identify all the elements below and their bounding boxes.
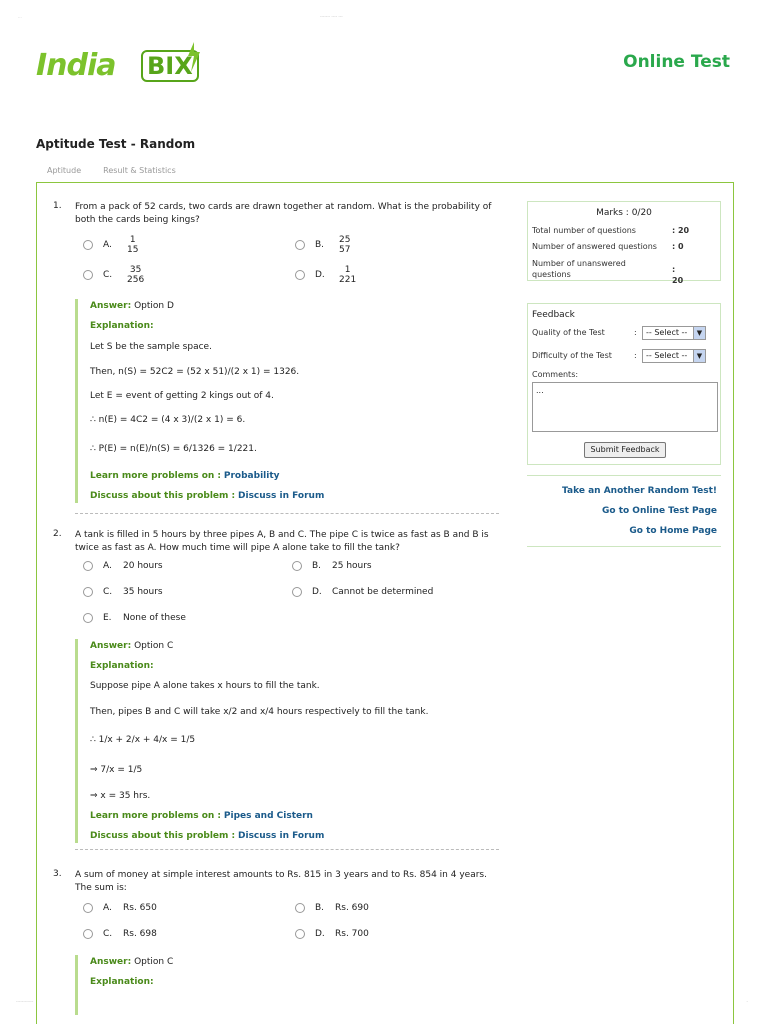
logo-india-text: India [36,48,116,83]
feedback-panel [527,303,721,465]
option-label: Rs. 698 [123,929,157,939]
side-links [527,475,721,547]
page-title: Aptitude Test - Random [36,137,196,151]
answer-label: Answer: [90,957,132,967]
quality-row: Quality of the Test : [532,328,637,337]
tab-aptitude[interactable]: Aptitude [47,166,82,175]
radio-button[interactable] [292,587,302,597]
option-c[interactable] [83,587,163,597]
learn-more-link[interactable]: Probability [223,471,280,481]
indiabix-logo[interactable] [36,42,206,86]
answer-value: Option D [134,301,174,311]
online-test-page-link[interactable]: Go to Online Test Page [601,506,717,516]
home-page-link[interactable]: Go to Home Page [629,526,717,536]
option-a[interactable] [83,903,157,913]
discuss-label: Discuss about this problem : [90,491,236,501]
chevron-down-icon: ▼ [693,327,705,339]
option-fraction: 25 57 [339,235,351,255]
lightning-icon [186,42,202,72]
radio-button[interactable] [83,270,93,280]
explanation-line: Suppose pipe A alone takes x hours to fill the tank. [90,681,320,691]
radio-button[interactable] [83,561,93,571]
option-label: 20 hours [123,561,163,571]
divider [75,513,499,514]
option-label: 25 hours [332,561,372,571]
feedback-title: Feedback [532,310,575,320]
explanation-line: ⇒ x = 35 hrs. [90,791,151,801]
tab-bar [47,166,176,175]
marks-panel [527,201,721,285]
option-letter: D. [312,587,322,597]
question-text: From a pack of 52 cards, two cards are drawn together at random. What is the probability of both the cards being kings? [75,202,492,225]
radio-button[interactable] [83,613,93,623]
answer-label: Answer: [90,301,132,311]
answer-label: Answer: [90,641,132,651]
answer-panel-3 [75,955,495,1015]
question-number: 1. [53,201,62,211]
comments-label: Comments: [532,370,579,379]
option-letter: D. [315,929,325,939]
explanation-line: ⇒ 7/x = 1/5 [90,765,143,775]
explanation-label: Explanation: [90,661,154,671]
radio-button[interactable] [83,587,93,597]
learn-more-link[interactable]: Pipes and Cistern [223,811,313,821]
explanation-line: Let E = event of getting 2 kings out of 4. [90,391,274,401]
option-label: Rs. 690 [335,903,369,913]
option-label: Rs. 700 [335,929,369,939]
option-c[interactable] [83,265,144,285]
option-a[interactable] [83,235,138,255]
option-d[interactable] [295,929,369,939]
option-letter: A. [103,903,112,913]
question-text: A sum of money at simple interest amounts to Rs. 815 in 3 years and to Rs. 854 in 4 years. The sum is: [75,870,487,893]
option-letter: C. [103,270,113,280]
marks-row: Total number of questions : 20 [532,226,690,235]
radio-button[interactable] [295,270,305,280]
random-test-link[interactable]: Take an Another Random Test! [562,486,717,496]
radio-button[interactable] [83,929,93,939]
comments-textarea[interactable]: ... [532,382,718,432]
explanation-line: Then, n(S) = 52C2 = (52 x 51)/(2 x 1) = 1326. [90,367,300,377]
radio-button[interactable] [295,240,305,250]
chevron-down-icon: ▼ [693,350,705,362]
quality-select[interactable]: -- Select -- ▼ [642,326,706,340]
answer-panel-2 [75,639,495,843]
option-letter: B. [315,903,325,913]
option-letter: C. [103,587,113,597]
top-mid-text: ------- ---- --- [320,14,343,19]
option-letter: C. [103,929,113,939]
option-d[interactable] [295,265,356,285]
radio-button[interactable] [83,240,93,250]
online-test-heading: Online Test [623,52,730,72]
tab-result-statistics[interactable]: Result & Statistics [103,166,176,175]
answer-value: Option C [134,957,174,967]
question-number: 2. [53,529,62,539]
learn-more-label: Learn more problems on : [90,811,222,821]
difficulty-row: Difficulty of the Test : [532,351,637,360]
discuss-link[interactable]: Discuss in Forum [238,491,325,501]
test-panel [36,182,734,1024]
option-b[interactable] [295,903,369,913]
logo-bix-text: BIX [141,50,199,82]
option-label: 35 hours [123,587,163,597]
option-letter: A. [103,561,112,571]
option-letter: A. [103,240,112,250]
option-fraction: 1 221 [339,265,357,285]
explanation-line: Then, pipes B and C will take x/2 and x/4 hours respectively to fill the tank. [90,707,429,717]
option-label: None of these [123,613,186,623]
explanation-label: Explanation: [90,977,154,987]
radio-button[interactable] [295,929,305,939]
explanation-line: ∴ P(E) = n(E)/n(S) = 6/1326 = 1/221. [90,444,257,454]
question-text: A tank is filled in 5 hours by three pipes A, B and C. The pipe C is twice as fast as B and B is twice as fast as A. How much time will pipe A alone take to fill the tank? [75,530,489,553]
radio-button[interactable] [295,903,305,913]
marks-row: Number of answered questions : 0 [532,242,684,251]
marks-row: Number of unanswered questions : 20 [532,259,684,285]
submit-feedback-button[interactable]: Submit Feedback [584,442,666,458]
option-label: Cannot be determined [332,587,434,597]
question-number: 3. [53,869,62,879]
option-d[interactable] [292,587,433,597]
explanation-label: Explanation: [90,321,154,331]
option-fraction: 35 256 [127,265,145,285]
option-b[interactable] [292,561,372,571]
answer-panel-1 [75,299,495,503]
option-c[interactable] [83,929,157,939]
learn-more-label: Learn more problems on : [90,471,222,481]
difficulty-select[interactable]: -- Select -- ▼ [642,349,706,363]
explanation-line: ∴ 1/x + 2/x + 4/x = 1/5 [90,735,196,745]
footer-right-text: - [746,999,748,1004]
option-letter: B. [312,561,322,571]
top-left-text: ... [18,14,22,19]
discuss-link[interactable]: Discuss in Forum [238,831,325,841]
explanation-line: Let S be the sample space. [90,342,212,352]
option-a[interactable] [83,561,163,571]
option-e[interactable] [83,613,186,623]
marks-heading: Marks : 0/20 [596,208,652,218]
option-letter: D. [315,270,325,280]
divider [75,849,499,850]
option-fraction: 1 15 [127,235,139,255]
radio-button[interactable] [292,561,302,571]
discuss-label: Discuss about this problem : [90,831,236,841]
option-label: Rs. 650 [123,903,157,913]
option-letter: B. [315,240,325,250]
option-b[interactable] [295,235,350,255]
footer-left-text: ------------ [16,999,34,1004]
option-letter: E. [103,613,112,623]
explanation-line: ∴ n(E) = 4C2 = (4 x 3)/(2 x 1) = 6. [90,415,246,425]
answer-value: Option C [134,641,174,651]
radio-button[interactable] [83,903,93,913]
